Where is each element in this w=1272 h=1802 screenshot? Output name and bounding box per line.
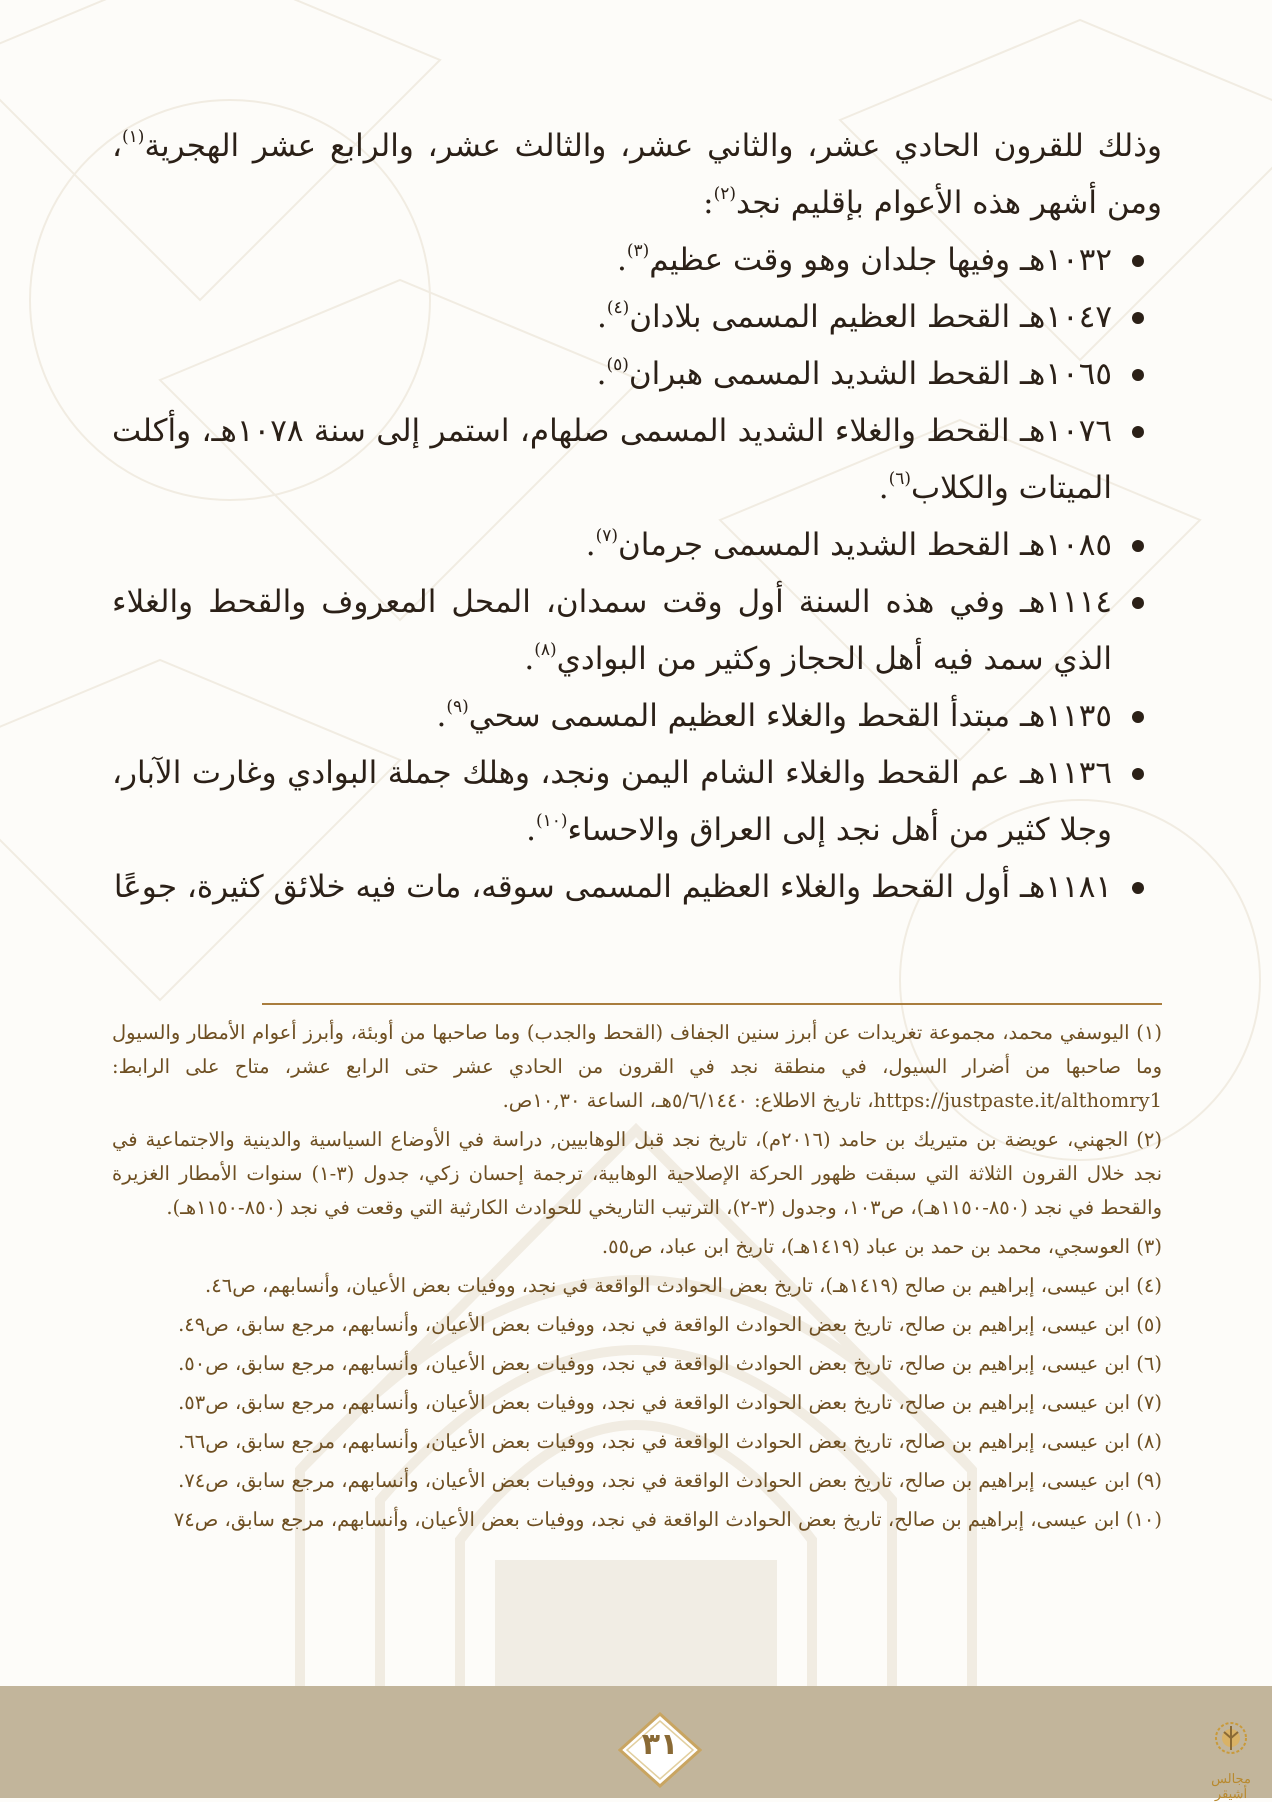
famine-years-list [112,232,1162,916]
page-number: ٣١ [641,1727,679,1762]
bullet-icon [1132,768,1144,780]
bullet-icon [1132,540,1144,552]
list-item-text: ١٠٣٢هـ وفيها جلدان وهو وقت عظيم [649,242,1112,278]
bullet-icon [1132,312,1144,324]
footnote: (٥) ابن عيسى، إبراهيم بن صالح، تاريخ بعض الحوادث الواقعة في نجد، ووفيات بعض الأعيان، وأنسابهم، مرجع سابق، ص٤٩. [178,1313,1162,1336]
footnote-ref[interactable]: (٧) [595,526,618,546]
logo-text: مجالس أشيقر [1211,1772,1251,1802]
footnote: (١) اليوسفي محمد، مجموعة تغريدات عن أبرز سنين الجفاف (القحط والجدب) وما صاحبها من أوبئة، وأبرز أعوام الأمطار والسيول وما صاحبها من أضرار السيول، في منطقة نجد في القرون من الحادي عشر حتى الرابع عشر، متاح على الرابط: https://justpaste.it/althomry1، تاريخ الاطلاع: ٥/٦/١٤٤٠هـ، الساعة ١٠,٣٠ص. [112,1021,1162,1112]
list-item [112,517,1162,574]
footnote: (٨) ابن عيسى، إبراهيم بن صالح، تاريخ بعض الحوادث الواقعة في نجد، ووفيات بعض الأعيان، وأنسابهم، مرجع سابق، ص٦٦. [178,1430,1162,1453]
footnote: (٣) العوسجي، محمد بن حمد بن عباد (١٤١٩هـ)، تاريخ ابن عباد، ص٥٥. [601,1235,1162,1258]
list-item-text: ١٠٦٥هـ القحط الشديد المسمى هبران [628,356,1112,392]
list-item-text: ١٠٤٧هـ القحط العظيم المسمى بلادان [629,299,1112,335]
intro-paragraph [112,118,1162,232]
footnote-ref[interactable]: (٦) [888,469,911,489]
footnote-ref[interactable]: (٣) [626,241,650,261]
footnote-ref-1[interactable]: (١) [122,127,145,147]
footnote-divider [262,1003,1162,1005]
publisher-logo [1196,1720,1266,1802]
list-item [112,403,1162,517]
list-item-text: ١١٨١هـ أول القحط والغلاء العظيم المسمى سوقه، مات فيه خلائق كثيرة، جوعًا [113,869,1112,905]
bullet-icon [1132,882,1144,894]
bullet-icon [1132,426,1144,438]
list-item [112,688,1162,745]
footnote-ref[interactable]: (٥) [606,355,629,375]
list-item-text: ١١٣٥هـ مبتدأ القحط والغلاء العظيم المسمى سحي [468,698,1112,734]
bullet-icon [1132,597,1144,609]
list-item-text: ١١١٤هـ وفي هذه السنة أول وقت سمدان، المحل المعروف والقحط والغلاء الذي سمد فيه أهل الحجاز وكثير من البوادي [112,584,1112,677]
footnotes [112,1016,1162,1542]
intro-line2: أشهر هذه الأعوام بإقليم نجد [736,185,1097,221]
list-item [112,745,1162,859]
list-item-end: . [526,812,536,848]
intro-line1: وذلك للقرون الحادي عشر، والثاني عشر، والثالث عشر، والرابع عشر الهجرية [144,128,1162,164]
list-item [112,574,1162,688]
list-item-text: ١٠٧٦هـ القحط والغلاء الشديد المسمى صلهام، استمر إلى سنة ١٠٧٨هـ، وأكلت الميتات والكلاب [112,413,1112,506]
bullet-icon [1132,255,1144,267]
intro-line2-end: : [703,185,714,221]
footnote-ref-2[interactable]: (٢) [713,184,737,204]
bullet-icon [1132,369,1144,381]
footnote-ref[interactable]: (٩) [446,697,469,717]
list-item-end: . [524,641,535,677]
palm-logo-icon [1213,1720,1249,1768]
list-item [112,289,1162,346]
list-item [112,232,1162,289]
footnote: (٤) ابن عيسى، إبراهيم بن صالح (١٤١٩هـ)، تاريخ بعض الحوادث الواقعة في نجد، ووفيات بعض الأعيان، وأنسابهم، ص٤٦. [205,1274,1162,1297]
list-item [112,346,1162,403]
footnote: (٦) ابن عيسى، إبراهيم بن صالح، تاريخ بعض الحوادث الواقعة في نجد، ووفيات بعض الأعيان، وأنسابهم، مرجع سابق، ص٥٠. [178,1352,1162,1375]
footnote: (١٠) ابن عيسى، إبراهيم بن صالح، تاريخ بعض الحوادث الواقعة في نجد، ووفيات بعض الأعيان، وأنسابهم، مرجع سابق، ص٧٤ [173,1508,1162,1531]
list-item-end: . [585,527,596,563]
list-item-text: ١١٣٦هـ عم القحط والغلاء الشام اليمن ونجد، وهلك جملة البوادي وغارت الآبار، وجلا كثير من أهل نجد إلى العراق والاحساء [112,755,1112,848]
footnote-ref[interactable]: (١٠) [535,811,568,831]
footnote-ref[interactable]: (٨) [534,640,557,660]
list-item-end: . [596,299,607,335]
footnote: (٧) ابن عيسى، إبراهيم بن صالح، تاريخ بعض الحوادث الواقعة في نجد، ووفيات بعض الأعيان، وأنسابهم، مرجع سابق، ص٥٣. [178,1391,1162,1414]
list-item-end: . [878,470,889,506]
footnote: (٩) ابن عيسى، إبراهيم بن صالح، تاريخ بعض الحوادث الواقعة في نجد، ووفيات بعض الأعيان، وأنسابهم، مرجع سابق، ص٧٤. [178,1469,1162,1492]
list-item-end: . [436,698,447,734]
list-item-text: ١٠٨٥هـ القحط الشديد المسمى جرمان [618,527,1112,563]
list-item [112,859,1162,916]
list-item-end: . [616,242,627,278]
footnote-ref[interactable]: (٤) [606,298,630,318]
footnote: (٢) الجهني، عويضة بن متيريك بن حامد (٢٠١٦م)، تاريخ نجد قبل الوهابيين, دراسة في الأوضاع السياسية والدينية والاجتماعية في نجد خلال القرون الثلاثة التي سبقت ظهور الحركة الإصلاحية الوهابية، ترجمة إحسان زكي، جدول (٣-١) سنوات الأمطار الغزيرة والقحط في نجد (٨٥٠-١١٥٠هـ)، ص١٠٣، وجدول (٣-٢)، الترتيب التاريخي للحوادث الكارثية التي وقعت في نجد (٨٥٠-١١٥٠هـ). [112,1128,1162,1219]
bullet-icon [1132,711,1144,723]
main-text [112,118,1162,916]
list-item-end: . [596,356,607,392]
intro-line1-end: ، ومن [112,128,1162,221]
